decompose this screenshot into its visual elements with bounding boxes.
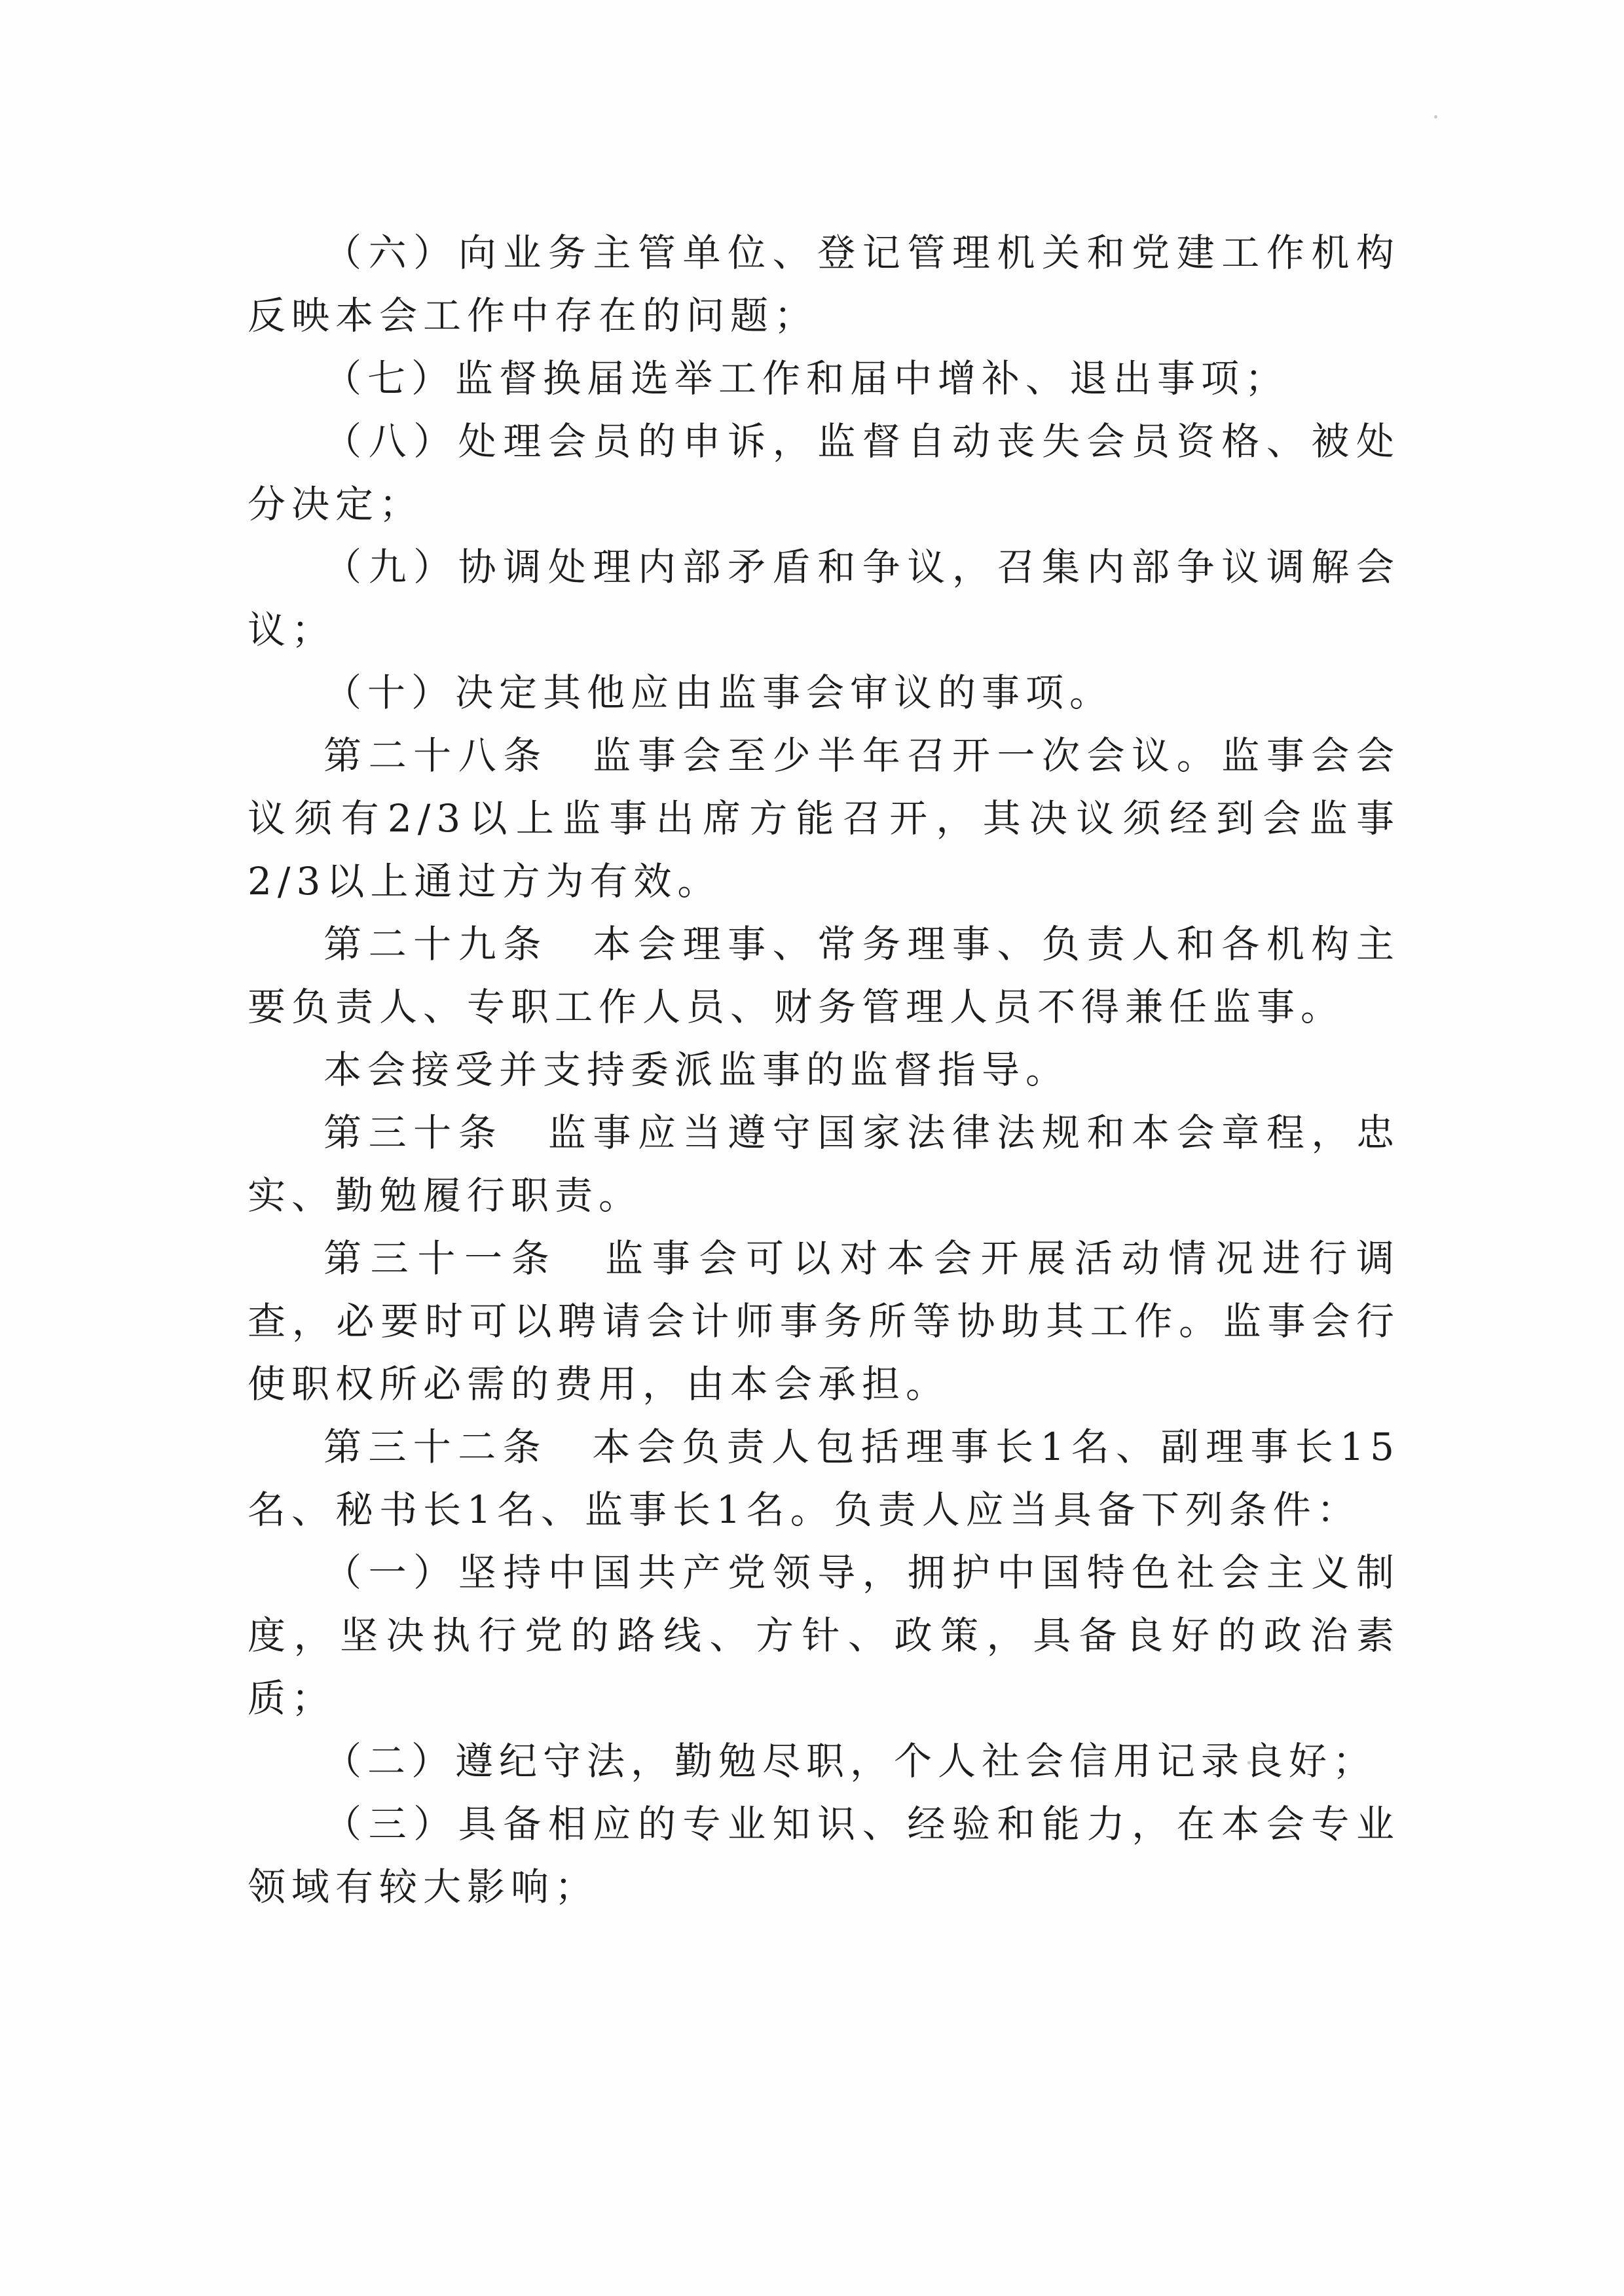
condition-item-3: （三）具备相应的专业知识、经验和能力，在本会专业领域有较大影响；	[248, 1802, 1400, 1909]
paragraph-item-10: （十）决定其他应由监事会审议的事项。	[323, 670, 1114, 715]
condition-item-1: （一）坚持中国共产党领导，拥护中国特色社会主义制度，坚决执行党的路线、方针、政策，具备良好的政治素质；	[248, 1550, 1400, 1721]
article-30: 第三十条 监事应当遵守国家法律法规和本会章程，忠实、勤勉履行职责。	[248, 1110, 1400, 1218]
article-29: 第二十九条 本会理事、常务理事、负责人和各机构主要负责人、专职工作人员、财务管理人员不得兼任监事。	[248, 922, 1400, 1029]
paragraph-item-8: （八）处理会员的申诉，监督自动丧失会员资格、被处分决定；	[248, 419, 1400, 526]
article-29-supplement: 本会接受并支持委派监事的监督指导。	[323, 1048, 1070, 1092]
paragraph-item-9: （九）协调处理内部矛盾和争议，召集内部争议调解会议；	[248, 545, 1400, 652]
article-31: 第三十一条 监事会可以对本会开展活动情况进行调查，必要时可以聘请会计师事务所等协助其工作。监事会行使职权所必需的费用，由本会承担。	[248, 1236, 1400, 1406]
paragraph-item-7: （七）监督换届选举工作和届中增补、退出事项；	[323, 356, 1289, 401]
paragraph-item-6: （六）向业务主管单位、登记管理机关和党建工作机构反映本会工作中存在的问题；	[248, 230, 1400, 338]
document-body	[248, 221, 1400, 1918]
condition-item-2: （二）遵纪守法，勤勉尽职，个人社会信用记录良好；	[323, 1739, 1377, 1783]
scan-speck	[1434, 115, 1437, 118]
article-32: 第三十二条 本会负责人包括理事长1名、副理事长15名、秘书长1名、监事长1名。负责人应当具备下列条件：	[248, 1425, 1400, 1532]
article-28: 第二十八条 监事会至少半年召开一次会议。监事会会议须有2/3以上监事出席方能召开，其决议须经到会监事2/3以上通过方为有效。	[248, 733, 1400, 903]
